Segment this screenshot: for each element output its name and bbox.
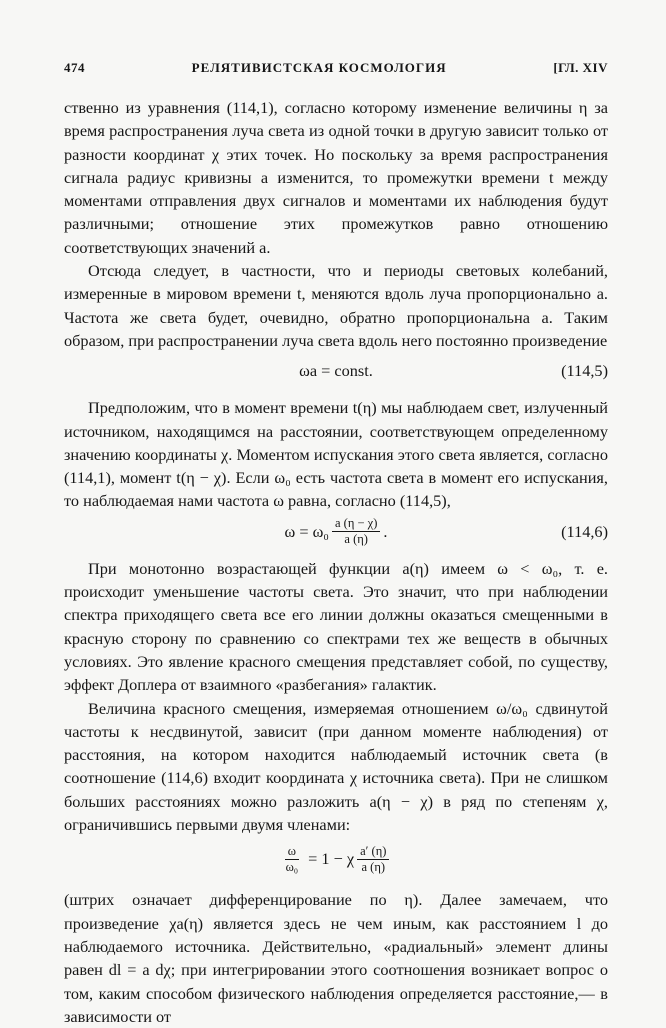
equation-114-6-denominator: a (η)	[344, 532, 368, 547]
equation-114-5-number: (114,5)	[561, 361, 608, 381]
equation-expansion-middle: = 1 − χ	[308, 849, 355, 869]
paragraph-1: ственно из уравнения (114,1), согласно которому изменение величины η за время распространения луча света из одной точки в другую зависит только от разности координат χ этих точек. Но поскольку за время распространения сигнала радиус кривизны a изменится, то промежутки времени t между моментами отправления двух сигналов и моментами их наблюдения будут различными; отношение этих промежутков равно отношению соответствующих значений a.	[64, 98, 608, 257]
running-head	[64, 60, 608, 76]
page-number: 474	[64, 60, 85, 75]
paragraph-6: (штрих означает дифференцирование по η). Далее замечаем, что произведение χa(η) является здесь не чем иным, как расстоянием l до наблюдаемого источника. Действительно, «радиальный» элемент длины равен dl = a dχ; при интегрировании этого соотношения возникает вопрос о том, каким способом физического наблюдения определяется расстояние,— в зависимости от	[64, 890, 608, 1026]
equation-expansion	[64, 836, 608, 882]
equation-expansion-rhs-fraction	[357, 844, 389, 875]
equation-114-6-fraction	[332, 516, 380, 547]
running-title: РЕЛЯТИВИСТСКАЯ КОСМОЛОГИЯ	[191, 60, 447, 75]
equation-114-6-lhs: ω = ω₀	[284, 521, 329, 541]
equation-expansion-lhs-numerator: ω	[285, 844, 299, 860]
equation-expansion-lhs-denominator: ω₀	[285, 859, 299, 874]
paragraph-4: При монотонно возрастающей функции a(η) имеем ω < ω₀, т. е. происходит уменьшение частоты света. Это значит, что при наблюдении спектра приходящего света все его линии должны оказаться смещенными в красную сторону по сравнению со спектрами тех же веществ в обычных условиях. Это явление красного смещения представляет собой, по существу, эффект Доплера от взаимного «разбегания» галактик.	[64, 558, 608, 695]
equation-expansion-rhs-denominator: a (η)	[361, 859, 386, 874]
equation-114-6-tail: .	[383, 521, 388, 541]
equation-114-5	[64, 354, 608, 388]
equation-114-5-body: ωa = const.	[299, 361, 373, 381]
equation-expansion-rhs-numerator: a′ (η)	[357, 844, 389, 860]
equation-114-6	[64, 515, 608, 549]
equation-expansion-lhs-fraction	[283, 844, 302, 875]
paragraph-5: Величина красного смещения, измеряемая отношением ω/ω₀ сдвинутой частоты к несдвинутой, зависит (при данном моменте наблюдения) от расстояния, на котором находится наблюдаемый источник света (в соотношение (114,6) входит координата χ источника света). При не слишком больших расстояниях можно разложить a(η − χ) в ряд по степеням χ, ограничившись первыми двумя членами:	[64, 698, 608, 835]
equation-114-6-number: (114,6)	[561, 521, 608, 541]
chapter-label: [ГЛ. XIV	[553, 60, 608, 75]
paragraph-2: Отсюда следует, в частности, что и периоды световых колебаний, измеренные в мировом времени t, меняются вдоль луча пропорционально a. Частота же света будет, очевидно, обратно пропорциональна a. Таким образом, при распространении луча света вдоль него постоянно произведение	[64, 261, 608, 350]
equation-114-6-numerator: a (η − χ)	[332, 516, 380, 532]
paragraph-3: Предположим, что в момент времени t(η) мы наблюдаем свет, излученный источником, находящимся на расстоянии, соответствующем определенному значению координаты χ. Моментом испускания этого света является, согласно (114,1), момент t(η − χ). Если ω₀ есть частота света в момент его испускания, то наблюдаемая нами частота ω равна, согласно (114,5),	[64, 398, 608, 511]
